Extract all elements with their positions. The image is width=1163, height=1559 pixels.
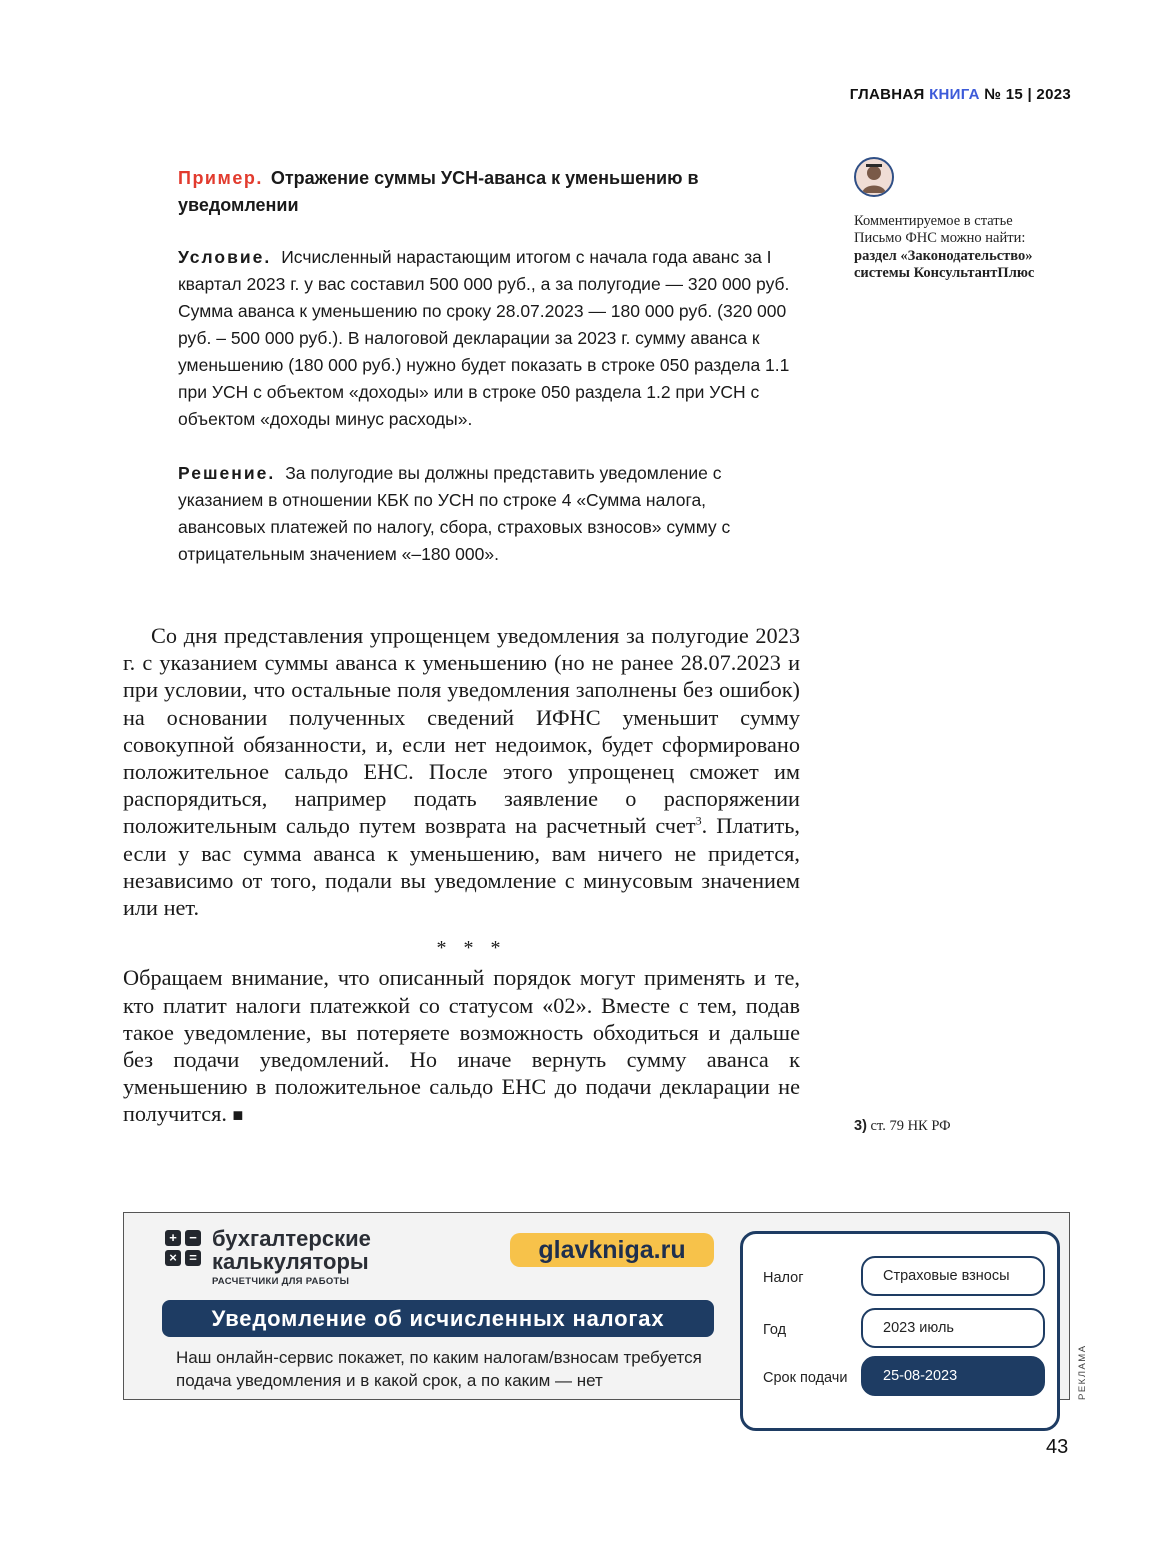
form-value: 25-08-2023 — [861, 1356, 1045, 1396]
ad-site-link[interactable]: glavkniga.ru — [510, 1233, 714, 1267]
example-lead: Пример. — [178, 168, 263, 188]
body-paragraph — [123, 964, 800, 1129]
ad-brand — [212, 1227, 371, 1273]
page-number: 43 — [1046, 1436, 1069, 1458]
solution-lead: Решение. — [178, 463, 276, 483]
condition-lead: Условие. — [178, 247, 272, 267]
solution-text: За полугодие вы должны представить уведомление с указанием в отношении КБК по УСН по строке 4 «Сумма налога, авансовых платежей по налогу, сбора, страховых взносов» сумму с отрицательным значением «–180 000». — [178, 463, 731, 564]
form-value: 2023 июль — [861, 1308, 1045, 1348]
section-separator: * * * — [436, 937, 507, 960]
footnote-ref[interactable]: 3 — [695, 814, 702, 828]
sidebar-line: системы КонсультантПлюс — [854, 265, 1035, 281]
example-solution — [178, 460, 798, 568]
form-row-deadline — [743, 1356, 1057, 1400]
body-paragraph — [123, 622, 800, 921]
form-label: Год — [763, 1322, 787, 1338]
article-body — [123, 622, 800, 1130]
sidebar-line: Комментируемое в статье — [854, 212, 1013, 229]
ad-marker: РЕКЛАМА — [1077, 1344, 1088, 1400]
running-header — [850, 86, 1071, 103]
ad-brand-line: калькуляторы — [212, 1249, 369, 1274]
footnote — [854, 1118, 951, 1135]
example-condition — [178, 244, 798, 433]
body-paragraph-text: Со дня представления упрощенцем уведомления за полугодие 2023 г. с указанием суммы аванса к уменьшению (но не ранее 28.07.2023 и при условии, что остальные поля уведомления заполнены без ошибок) на основании полученных сведений ИФНС уменьшит сумму совокупной обязанности, и, если нет недоимок, будет сформировано положительное сальдо ЕНС. После этого упрощенец сможет им распорядиться, например подать заявление о распоряжении положительным сальдо путем возврата на расчетный счет — [123, 623, 800, 839]
ad-form-preview — [740, 1231, 1060, 1431]
end-mark: ■ — [232, 1105, 244, 1126]
example-heading — [178, 165, 798, 219]
ad-banner[interactable]: Уведомление об исчисленных налогах — [162, 1300, 714, 1337]
form-label: Срок подачи — [763, 1370, 848, 1386]
example-title: Отражение суммы УСН-аванса к уменьшению в уведомлении — [178, 168, 699, 215]
form-label: Налог — [763, 1270, 804, 1286]
form-row-tax — [743, 1256, 1057, 1300]
magazine-title: ГЛАВНАЯ — [849, 86, 925, 103]
calculator-icon: + − × = — [165, 1230, 201, 1266]
footnote-text: ст. 79 НК РФ — [870, 1118, 951, 1134]
ad-brand-subtitle: РАСЧЕТЧИКИ ДЛЯ РАБОТЫ — [212, 1276, 350, 1287]
form-row-year — [743, 1308, 1057, 1352]
author-avatar-icon — [854, 157, 894, 197]
body-paragraph-tail: . Платить, если у вас сумма аванса к уменьшению, вам ничего не придется, независимо от того, подали вы уведомление с минусовым значением или нет. — [123, 813, 800, 921]
issue-number: № 15 | 2023 — [984, 86, 1071, 103]
advertisement[interactable] — [123, 1212, 1070, 1400]
sidebar-line: Письмо ФНС можно найти: — [854, 230, 1026, 246]
ad-description: Наш онлайн-сервис покажет, по каким налогам/взносам требуется подача уведомления и в какой срок, а по каким — нет — [176, 1348, 702, 1390]
magazine-title-accent: КНИГА — [929, 86, 980, 103]
body-paragraph-text: Обращаем внимание, что описанный порядок могут применять и те, кто платит налоги платежкой со статусом «02». Вместе с тем, подав такое уведомление, вы потеряете возможность обходиться и дальше без подачи уведомлений. Но иначе вернуть сумму аванса к уменьшению в положительное сальдо ЕНС до подачи декларации не получится. — [123, 965, 800, 1127]
ad-brand-line: бухгалтерские — [212, 1226, 371, 1251]
footnote-number: 3) — [854, 1118, 867, 1134]
example-box — [178, 165, 798, 568]
condition-text: Исчисленный нарастающим итогом с начала года аванс за I квартал 2023 г. у вас составил 500 000 руб., а за полугодие — 320 000 руб. Сумма аванса к уменьшению по сроку 28.07.2023 — 180 000 руб. (320 000 руб. – 500 000 руб.). В налоговой декларации за 2023 г. сумму аванса к уменьшению (180 000 руб.) нужно будет показать в строке 050 раздела 1.1 при УСН с объектом «доходы» или в строке 050 раздела 1.2 при УСН с объектом «доходы минус расходы». — [178, 247, 790, 429]
sidebar-line: раздел «Законодательство» — [854, 247, 1033, 264]
sidebar-note — [854, 157, 1084, 283]
form-value: Страховые взносы — [861, 1256, 1045, 1296]
